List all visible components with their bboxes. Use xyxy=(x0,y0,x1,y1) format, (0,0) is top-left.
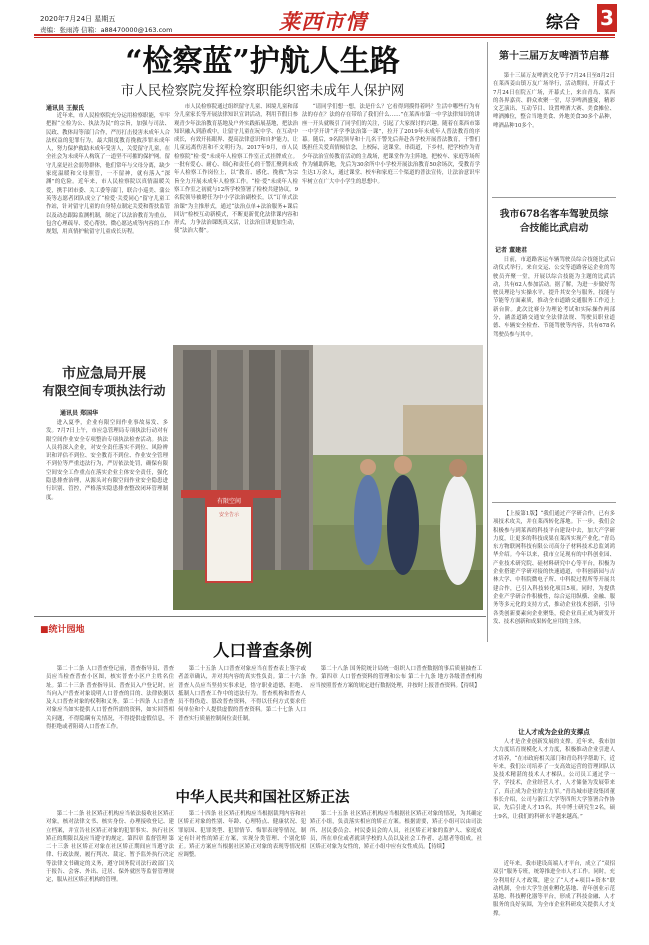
article2-title-line2: 有限空间专项执法行动 xyxy=(42,383,166,398)
photo-sign-panel xyxy=(205,495,253,583)
article2-byline: 通讯员 郑国华 xyxy=(60,410,99,417)
header-editor: 责编：张雨涛 信箱：a88470000@163.com xyxy=(40,26,173,34)
right2-title-line2: 合技能比武启动 xyxy=(519,223,589,234)
article2-body: 进入夏季，企业有限空间作业事故易发、多发。7月7日上午，市应急管理局专项执法行动对有限空间作业安全专项整治专项执法检查活动。执法人员将深入企业，对安全责任落实不到位、风险辨识和评估不到位、安全教育不到位、作业安全管理不到位等严重违法行为，严厉依法处罚，确保有限空间安全工作重点在落实企业主体安全责任，强化隐患排查治理，从源头对有限空间作业安全隐患进行识别、管控，严格落实隐患排查整改闭环管理制度。 xyxy=(46,420,168,501)
masthead-logo: 莱西市情 xyxy=(279,9,367,34)
law2-title: 中华人民共和国社区矫正法 xyxy=(175,789,350,806)
right1-title: 第十三届万友啤酒节启幕 xyxy=(499,51,609,62)
header-rule-thin xyxy=(34,37,615,38)
law1-column-3: 第二十八条 国务院统计局统一组织人口普查数据的事后质量抽查工作。第四章 人口普查资料的管理和公布 第二十九条 地方各级普查机构应当按照普查方案的规定进行数据处理，并按时上报普查资料。【待续】 xyxy=(310,666,482,689)
right2-title-line1: 我市678名客车驾驶员综 xyxy=(499,209,609,220)
law1-column-2: 第二十五条 人口普查对象应当在普查表上签字或者盖章确认，并对其内容的真实性负责。第二十六条 普查人员应当坚持实事求是，恪守职业道德，拒绝、抵制人口普查工作中的违法行为。普查机构和普查人员不得伪造、篡改普查资料，不得以任何方式要求任何单位和个人提供虚假的普查资料。第二十七条 人口普查实行质量控制岗位责任制。 xyxy=(178,666,306,722)
law2-column-2: 第二十四条 社区矫正机构应当根据裁判内容和社区矫正对象的性别、年龄、心理特点、健康状况、犯罪原因、犯罪类型、犯罪情节、悔罪表现等情况，制定有针对性的矫正方案，实现分类管理、个别化矫正。矫正方案应当根据社区矫正对象的表现等情况相应调整。 xyxy=(178,811,306,859)
main-column-3: “请同学们想一想，法是什么？它看得到摸得着吗？生活中哪些行为有法的存在？法的存在带给了我们什么……”在莱西市第一中学法律知识的讲座一开头就吸引了同学们的关注，引起了大家探讨的兴趣。随着在莱西市第一中学开讲“开学季法治第一课”，拉开了2019年未成年人普法教育的序幕。随后，9名院领导和十几名干警先后奔赴各学校开展普法教育，干警们既担任关爱真情倾信念，上校际，送课堂，串街道，下乡村，把学校作为青少年法治宣传教育活动的主战场，把课堂作为主阵地，把校车、家庭等场所作为辅助阵地，先后为30余所中小学校开展法治教育50余场次，受教育学生达1万余人，通过课堂、校车和家庭三个渠道的普法宣传，让法治意识牢牢树立在广大中小学生的思想中。 xyxy=(302,104,480,185)
page-number-badge: 3 xyxy=(597,4,617,32)
header-rule xyxy=(34,34,615,36)
news-photo xyxy=(173,345,483,610)
header-date: 2020年7月24日 星期五 xyxy=(40,15,116,23)
main-subtitle: 市人民检察院发挥检察职能织密未成年人保护网 xyxy=(120,83,405,99)
main-column-2: 市人民检察院通过组织留守儿童、困境儿童和部分儿童家长等开展法律知识宣讲活动，利用节假日参观青少年法治教育基地及户外实践拓展基地，把法治知识融入到游戏中，让留守儿童在玩中学、在互动中成长，有效开拓眼界、提高法律意识和自护能力，让儿童远离伤害和不文明行为。2017年9月，市人民检察院“检·爱”未成年人检察工作室正式挂牌成立。一批有爱心、耐心、细心和责任心的干警汇聚到未成年人检察工作岗位上，以“教育、感化、挽救”为宗旨全力开展未成年人检察工作。“检·爱”未成年人检察工作室之初就与12所学校签署了检校共建协议，9名院领导被聘任为中小学法治副校长，以“订单式法治课”为主推形式，通过“法治点单+法治服务+课后回访”检校互动新模式，不断更新优化法律课内容和形式，力争法治课既真又活，让法治宣讲更加生动，使“法治大餐”。 xyxy=(174,104,298,235)
right2-byline: 记者 董建君 xyxy=(495,247,528,254)
main-column-1: 近年来，市人民检察院充分运用检察职能，牢牢把握“立检为公、执法为民”的宗旨，加强与司法、民政、教体局等部门合作，严厉打击侵害未成年人合法权益的犯罪行为，最大限度教育挽救涉罪未成年人，努力保护救助未成年受害人，关爱留守儿童，在全社会为未成年人构筑了一道坚不可摧的保护网。留守儿童是社会弱势群体，他们常年与父母分离，缺少家庭温暖和父母照管，一不留神，就有落入“深渊”的危险。近年来，市人民检察院以真情温暖关爱，携手团市委、关工委等部门，联合小巡美、蒲公英等志愿者团队成立了“检爱·关爱同心”留守儿童工作站，针对留守儿童的自身特点制定关爱和帮扶监管以及动态跟踪监测机制，制定了以法治教育为重点、包含心理疏导、爱心帮扶、微心愿达成等内容的工作规划，用真情护航留守儿童成长历程。 xyxy=(46,113,170,236)
article2-title-line1: 市应急局开展 xyxy=(62,366,146,382)
right3-body-1: 【上接第1版】“我们通过产学研合作，已有多项技术攻关，并在莱西转化落地。下一步，我们会积极参与到莱西的科技平台建设中去，加大产学研力度，让更多的科技成果在莱西实现产业化。”青岛东方物联网科技有限公司高分子材料技术总监刘鸿华介绍。今年以来，我市立足现有的中科创业园、产业技术研究院、硅材料研究中心等平台，积极为企业搭建产学研对接的快速通道，中科创新园与吉林大学、中科院微电子所、中科院过程所等开展共建合作，已引入科技转化项目5项。同时，为提供企业产学研合作积极性，综合运用纵横、金融、服务等多元化的支持方式，推动企业技术创新，引导各类创新要素向企业聚集，使企业真正成为研发开发、技术创新和成果转化应用的主体。 xyxy=(493,511,615,625)
main-byline: 通讯员 王振氏 xyxy=(46,105,85,112)
law2-column-3: 第二十五条 社区矫正机构应当根据社区矫正对象的情况，为其确定矫正小组，负责落实相应的矫正方案。根据需要，矫正小组可以由司法所、居民委员会、村民委员会的人员，社区矫正对象的监护人、家庭成员，所在单位或者就读学校的人员以及社会工作者、志愿者等组成。社区矫正对象为女性的，矫正小组中应有女性成员。【待续】 xyxy=(310,811,482,851)
law2-column-1: 第二十二条 社区矫正机构应当依法接收社区矫正对象，核对法律文书、核实身份、办理接收登记、建立档案，并宣告社区矫正对象的犯罪事实、执行社区矫正的期限以及应当遵守的规定。第四章 监督管理 第二十三条 社区矫正对象在社区矫正期间应当遵守法律、行政法规，履行判决、裁定、暂予监外执行决定等法律文书确定的义务，遵守国务院司法行政部门关于报告、会客、外出、迁居、保外就医等监督管理规定，服从社区矫正机构的管理。 xyxy=(46,811,174,884)
section-label: 综合 xyxy=(546,13,580,33)
column-tag: ■统计园地 xyxy=(40,625,85,635)
right3-body-3: 近年来，我市建设高端人才平台，成立了“双招双引”服务专班，统筹推进全市人才工作。同时，充分利用好人才政策，建立了“人才+项目+资本”联动机制，全市大学生创业孵化基地、青年创业示范基地、科技孵化器等平台，形成了科技金融、人才服务的良好氛围，为全市企业科研攻关提供人才支撑。 xyxy=(493,861,615,917)
law1-column-1: 第二十二条 人口普查登记前，普查指导员、普查员应当检查普查小区图，核实普查小区户主姓名住址。第二十三条 普查指导员、普查员入户登记时，应当向入户普查对象说明人口普查的目的、法律依据以及人口普查对象的权利和义务。第二十四条 人口普查对象应当如实提供人口普查所需的资料，如实回答相关问题，不得隐瞒有关情况，不得提供虚假信息，不得拒绝或者阻碍人口普查工作。 xyxy=(46,666,174,731)
right1-body: 第十三届万友啤酒文化节于7月24日至8月2日在莱西姜山镇万友广场举行，活动期间，开幕式于7月24日在院五广场，开幕式上，来自青岛、莱西的各界嘉宾、群众欢聚一堂，尽享啤酒盛宴，精彩文艺演出、互动节目、设置啤酒大赛、美食摊位、啤酒摊位，整合当地美食、外地美食30多个品种，啤酒品种10多个。 xyxy=(493,73,615,129)
right3-subheading: 让人才成为企业的支撑点 xyxy=(518,728,590,736)
right-divider-1 xyxy=(492,197,616,198)
right-column-divider xyxy=(487,42,488,642)
right2-body: 日前，市道路客运车辆驾驶员综合技能比武启动仪式举行。来自交运、公交等道路客运企业的驾驶员齐聚一堂，开展以综合技能为主题的比武活动，共有62人参加活动。据了解，为进一步做好驾驶员理论与实操水平，提升其安全与服务，技能与节能等方面素质，推动全市道路交通服务工作迈上新台阶。此次比赛分为理论考试和实际操作两部分，涵盖道路交通安全法律法规、驾驶员职业道德、车辆安全检查、节能驾驶等内容，共有678名驾驶员参与其中。 xyxy=(493,257,615,338)
photo-sign-top: 有限空间 xyxy=(207,497,251,507)
photo-sign-mid: 安全告示 xyxy=(218,512,239,518)
main-title: “检察蓝”护航人生路 xyxy=(125,44,400,79)
law1-title: 人口普查条例 xyxy=(213,641,312,660)
right-divider-2 xyxy=(492,502,616,503)
bottom-divider xyxy=(34,616,486,617)
right3-body-2: 人才是企业创新发展的支撑。近年来，我市加大力度培育规模化人才力度，积极推动企业引进人才培养，“在市政府相关部门和青岛科学帮助下，近年来，我们公司培养了一支高效运营的管理团队以及技术精湛的技术人才梯队。公司员工通过学一学，学技术，企业经营人才，人才储备为发展带来了，真正成为企业的主力军。”青岛城市建设集团董事长介绍，公司与浙江大学等四所大学签署合作协议，先后引进人才15名，其中博士研究生2名，硕士9名，让我们的科研水平越来越高。” xyxy=(493,739,615,820)
